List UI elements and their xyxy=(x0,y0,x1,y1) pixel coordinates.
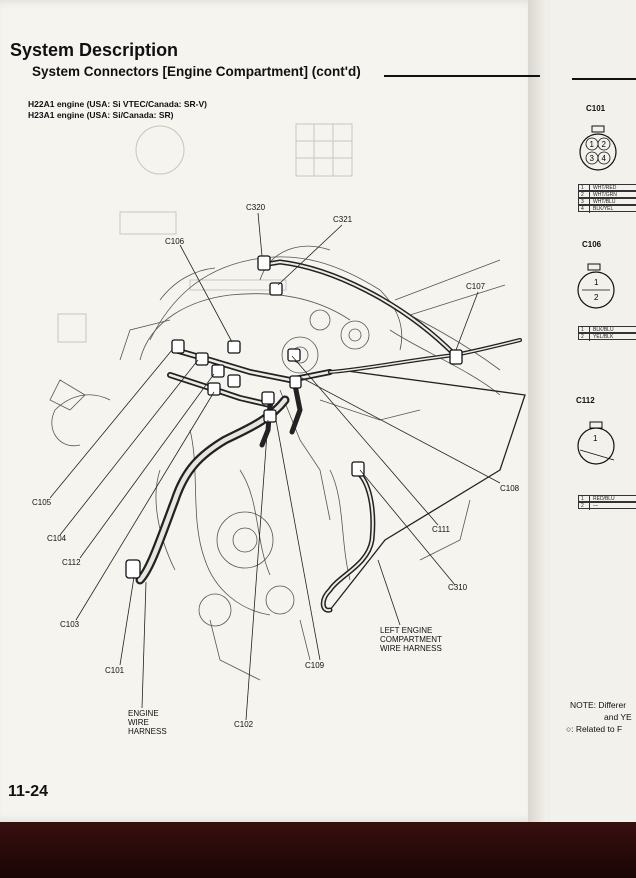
page-title: System Description xyxy=(10,40,179,60)
label-c320: C320 xyxy=(246,203,266,212)
svg-text:3: 3 xyxy=(589,154,594,163)
label-engine-harness-1: ENGINE xyxy=(128,709,159,718)
label-c107: C107 xyxy=(466,282,486,291)
note-line-3: ○: Related to F xyxy=(566,724,623,734)
engine-line-1: H22A1 engine (USA: Si VTEC/Canada: SR-V) xyxy=(28,99,208,109)
label-left-engine-harness-2: COMPARTMENT xyxy=(380,635,442,644)
label-c106: C106 xyxy=(165,237,185,246)
label-c321: C321 xyxy=(333,215,353,224)
label-c109: C109 xyxy=(305,661,325,670)
engine-line-2: H23A1 engine (USA: Si/Canada: SR) xyxy=(28,110,174,120)
c106-connector-face xyxy=(574,262,624,312)
wire-harnesses xyxy=(140,262,520,610)
page-subtitle: System Connectors [Engine Compartment] (cont'd) xyxy=(32,64,361,79)
connector-shapes xyxy=(126,256,462,578)
book-spine-background xyxy=(0,818,636,878)
svg-text:2: 2 xyxy=(594,293,599,302)
note-line-2: and YE xyxy=(604,712,632,722)
c112-title: C112 xyxy=(576,396,595,405)
note-line-1: NOTE: Differer xyxy=(570,700,627,710)
label-left-engine-harness-1: LEFT ENGINE xyxy=(380,626,433,635)
bleed-through-marks xyxy=(58,124,352,342)
label-engine-harness-3: HARNESS xyxy=(128,727,167,736)
fender-panel-outline xyxy=(330,370,525,610)
label-c111: C111 xyxy=(432,525,450,534)
c112-connector-face xyxy=(574,420,624,470)
engine-sketch xyxy=(50,246,505,680)
c101-pin-row: 2 WHT/GRN xyxy=(578,191,636,198)
right-page-rule xyxy=(572,78,636,80)
label-c104: C104 xyxy=(47,534,67,543)
c106-pin-row: 2 YEL/BLK xyxy=(578,333,636,340)
label-c103: C103 xyxy=(60,620,80,629)
page-number: 11-24 xyxy=(8,783,49,800)
svg-text:1: 1 xyxy=(589,140,594,149)
c101-pin-row: 4 BLK/YEL xyxy=(578,205,636,212)
label-c105: C105 xyxy=(32,498,52,507)
c112-pin-row: 2 — xyxy=(578,502,636,509)
svg-text:2: 2 xyxy=(601,140,606,149)
c101-pin-row: 3 WHT/BLU xyxy=(578,198,636,205)
c106-title: C106 xyxy=(582,240,602,249)
label-c102: C102 xyxy=(234,720,254,729)
label-c101: C101 xyxy=(105,666,125,675)
label-engine-harness-2: WIRE xyxy=(128,718,149,727)
label-c112: C112 xyxy=(62,558,81,567)
c101-title: C101 xyxy=(586,104,606,113)
label-c310: C310 xyxy=(448,583,468,592)
c101-connector-face xyxy=(578,124,628,174)
svg-text:1: 1 xyxy=(593,434,598,443)
c112-pin-row: 1 RED/BLU xyxy=(578,495,636,502)
label-left-engine-harness-3: WIRE HARNESS xyxy=(380,644,442,653)
svg-text:1: 1 xyxy=(594,278,599,287)
c106-pin-row: 1 BLK/BLU xyxy=(578,326,636,333)
c101-pin-row: 1 WHT/RED xyxy=(578,184,636,191)
label-c108: C108 xyxy=(500,484,520,493)
svg-text:4: 4 xyxy=(601,154,606,163)
